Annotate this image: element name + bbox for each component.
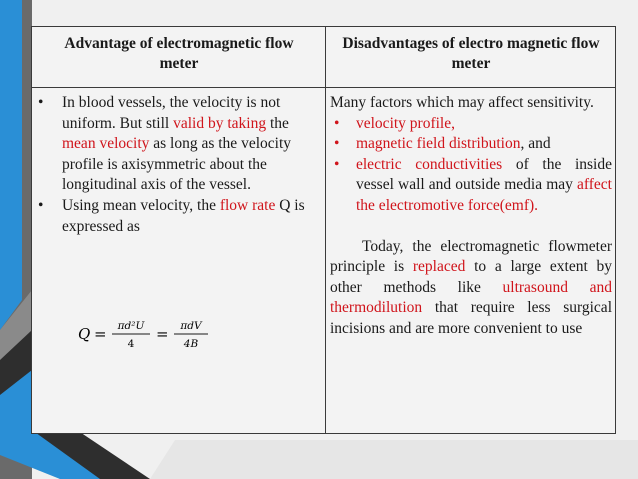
bullet-icon: •	[334, 135, 340, 153]
formula-eq1: =	[94, 325, 107, 343]
formula-eq2: =	[156, 325, 169, 343]
disadvantage-item	[330, 155, 612, 217]
item-text: Using mean velocity, the flow rate Q is expressed as	[62, 196, 305, 235]
item-text: In blood vessels, the velocity is not uniform. But still valid by taking the mean velocity as long as the velocity profile is axisymmetric about the longitudinal axis of the vessel.	[62, 94, 291, 194]
bullet-icon: •	[334, 114, 340, 132]
bullet-icon: •	[334, 155, 340, 173]
formula-den2: 4B	[183, 338, 199, 350]
disadvantage-cell	[330, 93, 612, 340]
formula-num2: πdV	[180, 320, 202, 332]
advantage-header: Advantage of electromagnetic flow meter	[64, 35, 294, 72]
advantage-item	[36, 196, 318, 237]
disadvantage-item	[330, 114, 612, 135]
disadvantage-header: Disadvantages of electro magnetic flow meter	[342, 35, 600, 72]
item-text: electric conductivities of the inside vessel wall and outside media may affect the electromotive force(emf).	[356, 155, 612, 214]
formula-den1: 4	[127, 338, 135, 350]
disadvantage-item	[330, 134, 612, 155]
item-text: magnetic field distribution, and	[356, 135, 551, 153]
disadvantage-intro: Many factors which may affect sensitivity.	[330, 94, 594, 111]
header-divider	[32, 87, 615, 88]
comparison-table	[31, 26, 616, 434]
light-diagonal	[150, 440, 638, 479]
conclusion-paragraph: Today, the electromagnetic flowmeter principle is replaced to a large extent by other methods like ultrasound and thermodilution that require less surgical incisions and are more convenient to use	[330, 237, 612, 337]
item-text: velocity profile,	[356, 114, 455, 132]
advantage-item	[36, 93, 318, 196]
advantage-cell	[36, 93, 318, 237]
formula-num1: πd²U	[117, 320, 145, 332]
flow-rate-formula	[70, 317, 270, 357]
bullet-icon: •	[38, 94, 44, 111]
formula-lhs: Q	[78, 325, 91, 343]
bullet-icon: •	[38, 196, 44, 214]
blue-stripe	[0, 0, 22, 330]
